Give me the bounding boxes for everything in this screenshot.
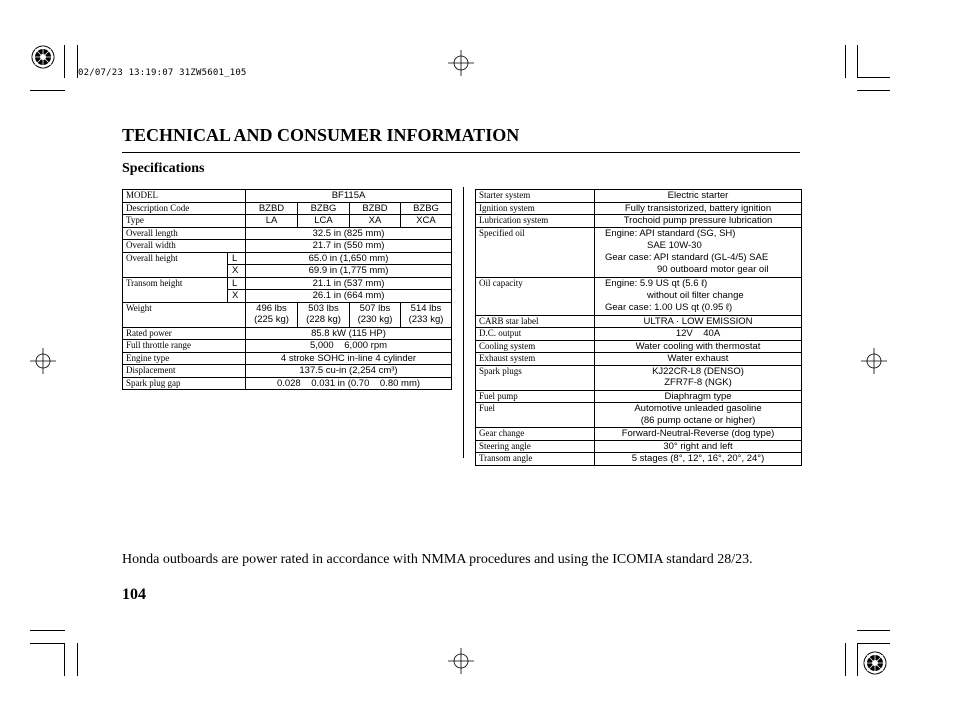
spec-label: Type — [123, 215, 246, 228]
spec-label: Gear change — [476, 428, 595, 441]
table-row — [476, 227, 802, 277]
oil-line: 90 outboard motor gear oil — [657, 264, 769, 276]
table-row — [476, 403, 802, 428]
spec-value: 5 stages (8°, 12°, 16°, 20°, 24°) — [595, 453, 802, 466]
spec-label: Spark plug gap — [123, 377, 246, 390]
spec-value: BZBG — [298, 202, 350, 215]
table-row — [476, 428, 802, 441]
spec-value: BZBD — [350, 202, 401, 215]
spec-label: MODEL — [123, 190, 246, 203]
spec-value: XCA — [401, 215, 452, 228]
spec-label: Exhaust system — [476, 353, 595, 366]
table-row — [476, 440, 802, 453]
section-heading: Specifications — [122, 161, 205, 176]
spec-value: 21.7 in (550 mm) — [246, 240, 452, 253]
spec-label: Fuel pump — [476, 390, 595, 403]
spec-value — [350, 302, 401, 327]
spec-value — [246, 302, 298, 327]
table-row — [123, 240, 452, 253]
table-row — [476, 315, 802, 328]
spec-value: 21.1 in (537 mm) — [246, 277, 452, 290]
table-row — [123, 365, 452, 378]
spec-value — [595, 365, 802, 390]
page-number: 104 — [122, 586, 146, 603]
table-row — [123, 377, 452, 390]
spec-label: Spark plugs — [476, 365, 595, 390]
spec-value — [401, 302, 452, 327]
weight-lbs: 507 lbs — [359, 302, 391, 314]
spec-label: Oil capacity — [476, 277, 595, 315]
table-row — [123, 227, 452, 240]
spec-value: Trochoid pump pressure lubrication — [595, 215, 802, 228]
spec-label: Engine type — [123, 352, 246, 365]
table-row — [476, 215, 802, 228]
weight-kg: (233 kg) — [408, 314, 444, 325]
spec-value: 32.5 in (825 mm) — [246, 227, 452, 240]
oil-capacity-line: without oil filter change — [647, 289, 744, 301]
spec-value: XA — [350, 215, 401, 228]
registration-crosshair-icon — [861, 348, 887, 374]
spec-value: 0.028 0.031 in (0.70 0.80 mm) — [246, 377, 452, 390]
spec-value: BZBG — [401, 202, 452, 215]
table-row — [476, 190, 802, 203]
weight-lbs: 514 lbs — [410, 302, 442, 314]
spec-value: Forward-Neutral-Reverse (dog type) — [595, 428, 802, 441]
weight-kg: (228 kg) — [306, 314, 341, 325]
power-rating-footnote: Honda outboards are power rated in accordance with NMMA procedures and using the ICOMIA standard 28/23. — [122, 552, 753, 567]
table-row — [123, 190, 452, 203]
spec-value: Electric starter — [595, 190, 802, 203]
spec-label: Transom angle — [476, 453, 595, 466]
spec-value: LCA — [298, 215, 350, 228]
weight-kg: (230 kg) — [357, 314, 393, 325]
spec-sub-label: L — [228, 252, 246, 265]
table-row — [123, 352, 452, 365]
spec-value: Fully transistorized, battery ignition — [595, 202, 802, 215]
spec-value: 69.9 in (1,775 mm) — [246, 265, 452, 278]
oil-line: Gear case: API standard (GL-4/5) SAE — [605, 252, 769, 264]
spec-table-left — [122, 189, 452, 390]
spec-label: Fuel — [476, 403, 595, 428]
table-row — [123, 277, 452, 290]
spec-sub-label: L — [228, 277, 246, 290]
fuel-line: Automotive unleaded gasoline — [634, 403, 762, 415]
starburst-registration-icon — [30, 44, 56, 70]
spec-table-right — [475, 189, 802, 466]
table-row — [476, 202, 802, 215]
spec-value: Water cooling with thermostat — [595, 340, 802, 353]
table-row — [476, 390, 802, 403]
page-title: TECHNICAL AND CONSUMER INFORMATION — [122, 125, 520, 145]
spec-value: 26.1 in (664 mm) — [246, 290, 452, 303]
spec-label: CARB star label — [476, 315, 595, 328]
print-stamp: 02/07/23 13:19:07 31ZW5601_105 — [78, 68, 247, 78]
spec-label: Weight — [123, 302, 246, 327]
oil-line: Engine: API standard (SG, SH) — [605, 227, 736, 239]
spec-value: 137.5 cu-in (2,254 cm³) — [246, 365, 452, 378]
spec-label: Transom height — [123, 277, 228, 302]
table-row — [123, 252, 452, 265]
spark-plug-line: KJ22CR-L8 (DENSO) — [652, 365, 744, 377]
spark-plug-line: ZFR7F-8 (NGK) — [664, 377, 732, 389]
registration-crosshair-icon — [30, 348, 56, 374]
spec-label: Overall height — [123, 252, 228, 277]
spec-label: Ignition system — [476, 202, 595, 215]
spec-label: Overall length — [123, 227, 246, 240]
spec-sub-label: X — [228, 265, 246, 278]
spec-value: BF115A — [246, 190, 452, 203]
spec-value — [298, 302, 350, 327]
spec-value: 30° right and left — [595, 440, 802, 453]
table-row — [123, 340, 452, 353]
spec-value: BZBD — [246, 202, 298, 215]
spec-value — [595, 277, 802, 315]
table-row — [123, 202, 452, 215]
spec-value: 5,000 6,000 rpm — [246, 340, 452, 353]
oil-capacity-line: Gear case: 1.00 US qt (0.95 ℓ) — [605, 302, 733, 314]
spec-value: 4 stroke SOHC in-line 4 cylinder — [246, 352, 452, 365]
table-row — [123, 215, 452, 228]
table-row — [476, 365, 802, 390]
weight-lbs: 503 lbs — [308, 302, 339, 314]
oil-capacity-line: Engine: 5.9 US qt (5.6 ℓ) — [605, 277, 708, 289]
spec-label: Steering angle — [476, 440, 595, 453]
spec-value: 12V 40A — [595, 328, 802, 341]
table-row — [476, 340, 802, 353]
table-row — [476, 277, 802, 315]
starburst-registration-icon — [862, 650, 888, 676]
column-divider — [463, 187, 464, 458]
table-row — [123, 302, 452, 327]
spec-value: Diaphragm type — [595, 390, 802, 403]
spec-label: Cooling system — [476, 340, 595, 353]
weight-lbs: 496 lbs — [256, 302, 287, 314]
registration-crosshair-icon — [448, 648, 474, 674]
registration-crosshair-icon — [448, 50, 474, 76]
spec-sub-label: X — [228, 290, 246, 303]
spec-label: Rated power — [123, 327, 246, 340]
spec-label: Starter system — [476, 190, 595, 203]
table-row — [476, 353, 802, 366]
oil-line: SAE 10W-30 — [647, 239, 702, 251]
spec-label: Overall width — [123, 240, 246, 253]
spec-label: D.C. output — [476, 328, 595, 341]
spec-value: 85.8 kW (115 HP) — [246, 327, 452, 340]
fuel-line: (86 pump octane or higher) — [640, 414, 756, 426]
spec-value: 65.0 in (1,650 mm) — [246, 252, 452, 265]
spec-label: Specified oil — [476, 227, 595, 277]
spec-value — [595, 403, 802, 428]
spec-label: Description Code — [123, 202, 246, 215]
title-rule — [122, 152, 800, 153]
table-row — [476, 328, 802, 341]
spec-label: Full throttle range — [123, 340, 246, 353]
spec-label: Displacement — [123, 365, 246, 378]
spec-value — [595, 227, 802, 277]
table-row — [476, 453, 802, 466]
table-row — [123, 327, 452, 340]
spec-value: LA — [246, 215, 298, 228]
spec-value: Water exhaust — [595, 353, 802, 366]
spec-value: ULTRA · LOW EMISSION — [595, 315, 802, 328]
weight-kg: (225 kg) — [254, 314, 289, 325]
spec-label: Lubrication system — [476, 215, 595, 228]
